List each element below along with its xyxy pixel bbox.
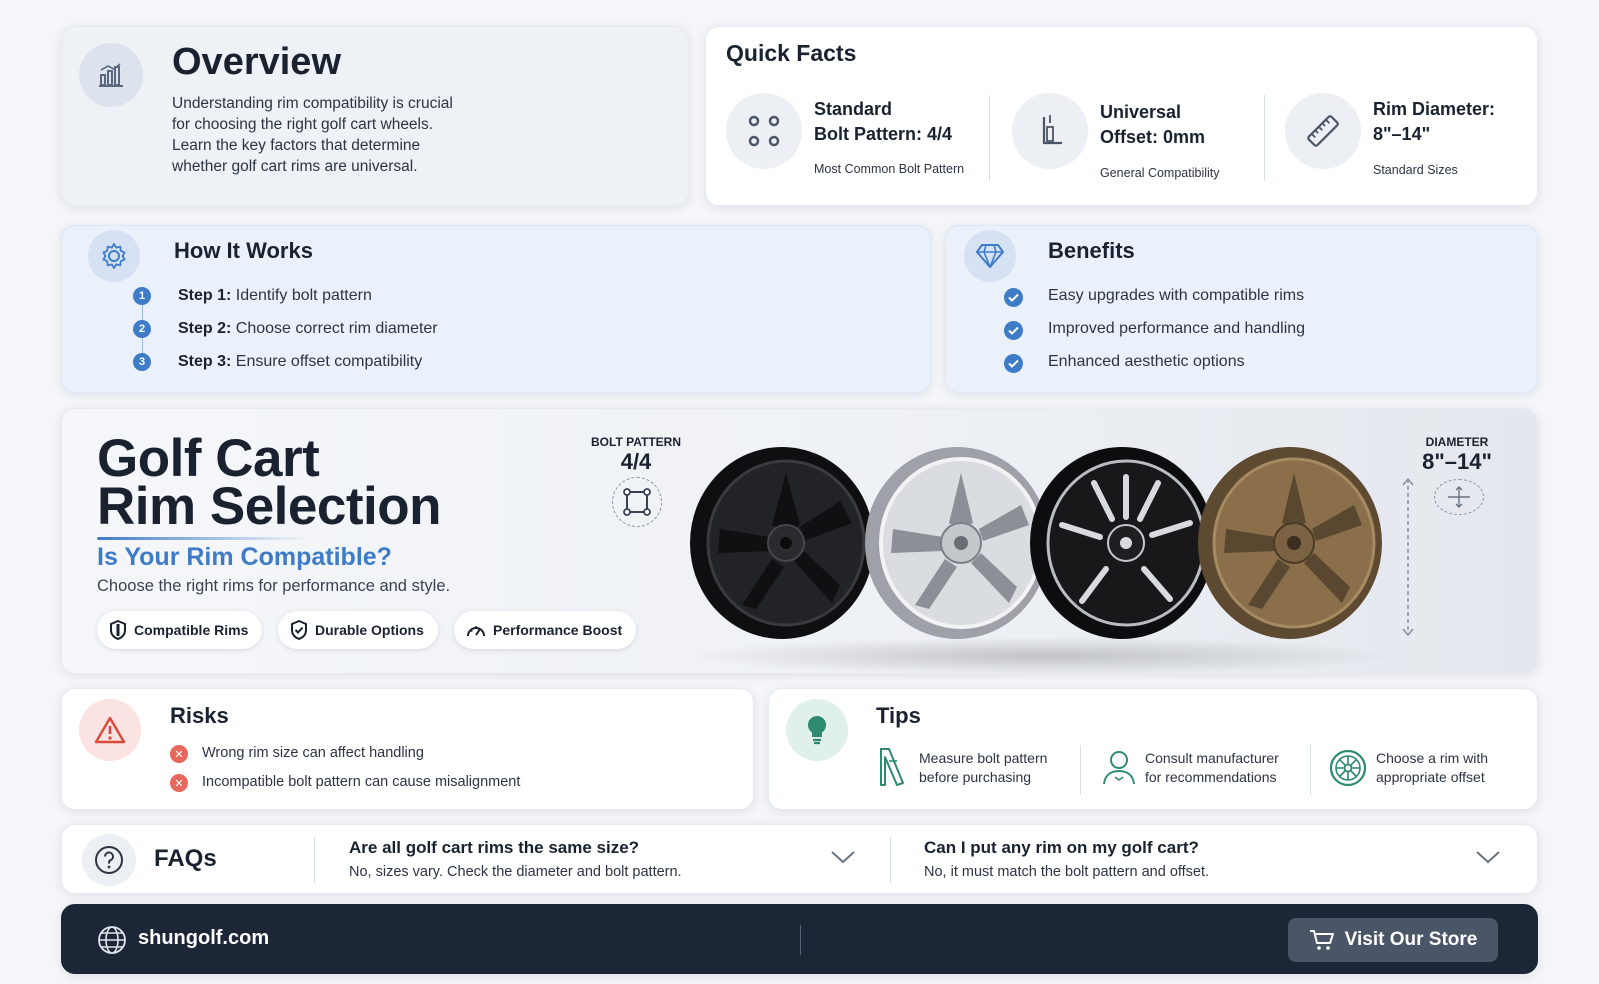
chevron-down-icon[interactable] <box>1475 849 1501 865</box>
question-icon <box>82 834 136 886</box>
step-item: Step 2: Choose correct rim diameter <box>178 320 438 337</box>
risks-card <box>61 688 754 810</box>
check-icon <box>1004 354 1023 373</box>
hero-subtitle: Is Your Rim Compatible? <box>97 543 392 571</box>
footer-bar <box>61 904 1538 974</box>
hero-banner <box>61 408 1538 674</box>
benefits-title: Benefits <box>1048 238 1135 263</box>
x-icon: ✕ <box>170 774 188 792</box>
benefit-item: Easy upgrades with compatible rims <box>1048 287 1305 304</box>
risks-title: Risks <box>170 703 229 728</box>
check-icon <box>1004 288 1023 307</box>
hero-title: Golf Cart Rim Selection <box>97 429 441 536</box>
divider <box>800 925 801 955</box>
faqs-title: FAQs <box>154 845 217 872</box>
how-it-works-title: How It Works <box>174 238 313 263</box>
footer-site-link[interactable]: shungolf.com <box>138 927 270 949</box>
quick-facts-title: Quick Facts <box>726 40 857 66</box>
tip-item: Choose a rim with appropriate offset <box>1376 750 1489 785</box>
overview-card <box>61 26 689 206</box>
check-icon <box>1004 321 1023 340</box>
faq-answer: No, it must match the bolt pattern and offset. <box>924 864 1210 880</box>
rim-image-black <box>682 443 882 643</box>
hero-tagline: Choose the right rims for performance and style. <box>97 577 451 595</box>
overview-description: Understanding rim compatibility is crucial for choosing the right golf cart wheels. Learn the key factors that determine whether golf cart rims are universal. <box>172 95 453 175</box>
divider <box>1080 745 1081 795</box>
fact-bolt-pattern-sub: Most Common Bolt Pattern <box>814 162 965 176</box>
benefit-item: Enhanced aesthetic options <box>1048 353 1245 370</box>
step-number: 3 <box>133 353 151 371</box>
offset-icon <box>1012 93 1088 169</box>
step-item: Step 3: Ensure offset compatibility <box>178 353 423 370</box>
fact-offset-label: Universal Offset: 0mm <box>1100 102 1206 147</box>
fact-bolt-pattern-label: Standard Bolt Pattern: 4/4 <box>814 99 953 144</box>
chevron-down-icon[interactable] <box>830 849 856 865</box>
fact-offset-sub: General Compatibility <box>1100 166 1220 180</box>
badge-durable-options: Durable Options <box>278 611 438 649</box>
tip-item: Measure bolt pattern before purchasing <box>919 750 1048 785</box>
faqs-card <box>61 824 1538 894</box>
bolt-pattern-callout-label: BOLT PATTERN <box>591 435 681 449</box>
step-number: 1 <box>133 287 151 305</box>
diameter-callout-label: DIAMETER <box>1425 435 1489 449</box>
faq-question[interactable]: Can I put any rim on my golf cart? <box>924 838 1199 857</box>
divider <box>890 837 891 883</box>
tips-title: Tips <box>876 703 921 728</box>
gear-icon <box>88 230 140 282</box>
lightbulb-icon <box>786 699 848 761</box>
person-icon <box>1101 749 1137 785</box>
divider <box>989 95 990 181</box>
bolt-pattern-icon <box>726 93 802 169</box>
shield-icon <box>109 620 127 640</box>
bolt-pattern-callout-value: 4/4 <box>620 449 652 474</box>
badge-performance-boost: Performance Boost <box>454 611 636 649</box>
x-icon: ✕ <box>170 745 188 763</box>
diamond-icon <box>964 230 1016 282</box>
ruler-icon <box>1285 93 1361 169</box>
tips-card <box>768 688 1538 810</box>
diameter-measure-line <box>1398 475 1418 639</box>
benefit-item: Improved performance and handling <box>1048 320 1306 337</box>
bolt-pattern-diagram-icon <box>612 477 662 527</box>
tip-item: Consult manufacturer for recommendations <box>1145 750 1279 785</box>
badge-compatible-rims: Compatible Rims <box>97 611 262 649</box>
bar-chart-icon <box>79 43 143 107</box>
divider <box>1264 95 1265 181</box>
title-underline <box>97 537 307 540</box>
visit-store-button[interactable] <box>1288 918 1498 962</box>
faq-answer: No, sizes vary. Check the diameter and bolt pattern. <box>349 864 682 880</box>
risk-item: Incompatible bolt pattern can cause misalignment <box>202 774 521 790</box>
how-it-works-card <box>61 225 931 393</box>
caliper-icon <box>877 747 907 787</box>
diameter-callout-value: 8"–14" <box>1422 449 1492 474</box>
wheel-icon <box>1329 749 1367 787</box>
cart-icon <box>1309 929 1335 951</box>
risk-item: Wrong rim size can affect handling <box>202 745 424 761</box>
globe-icon <box>97 925 127 955</box>
divider <box>1310 745 1311 795</box>
fact-diameter-label: Rim Diameter: 8"–14" <box>1373 99 1496 144</box>
quick-facts-card <box>705 26 1538 206</box>
step-item: Step 1: Identify bolt pattern <box>178 287 372 304</box>
divider <box>314 837 315 883</box>
fact-diameter-sub: Standard Sizes <box>1373 163 1458 177</box>
warning-icon <box>79 699 141 761</box>
visit-store-label: Visit Our Store <box>1344 929 1478 950</box>
rim-image-bronze <box>1190 443 1390 643</box>
faq-question[interactable]: Are all golf cart rims the same size? <box>349 838 640 857</box>
overview-title: Overview <box>172 41 341 83</box>
step-number: 2 <box>133 320 151 338</box>
diameter-diagram-icon <box>1434 479 1484 515</box>
benefits-card <box>945 225 1538 393</box>
shield-check-icon <box>290 620 308 640</box>
speedometer-icon <box>466 622 486 638</box>
